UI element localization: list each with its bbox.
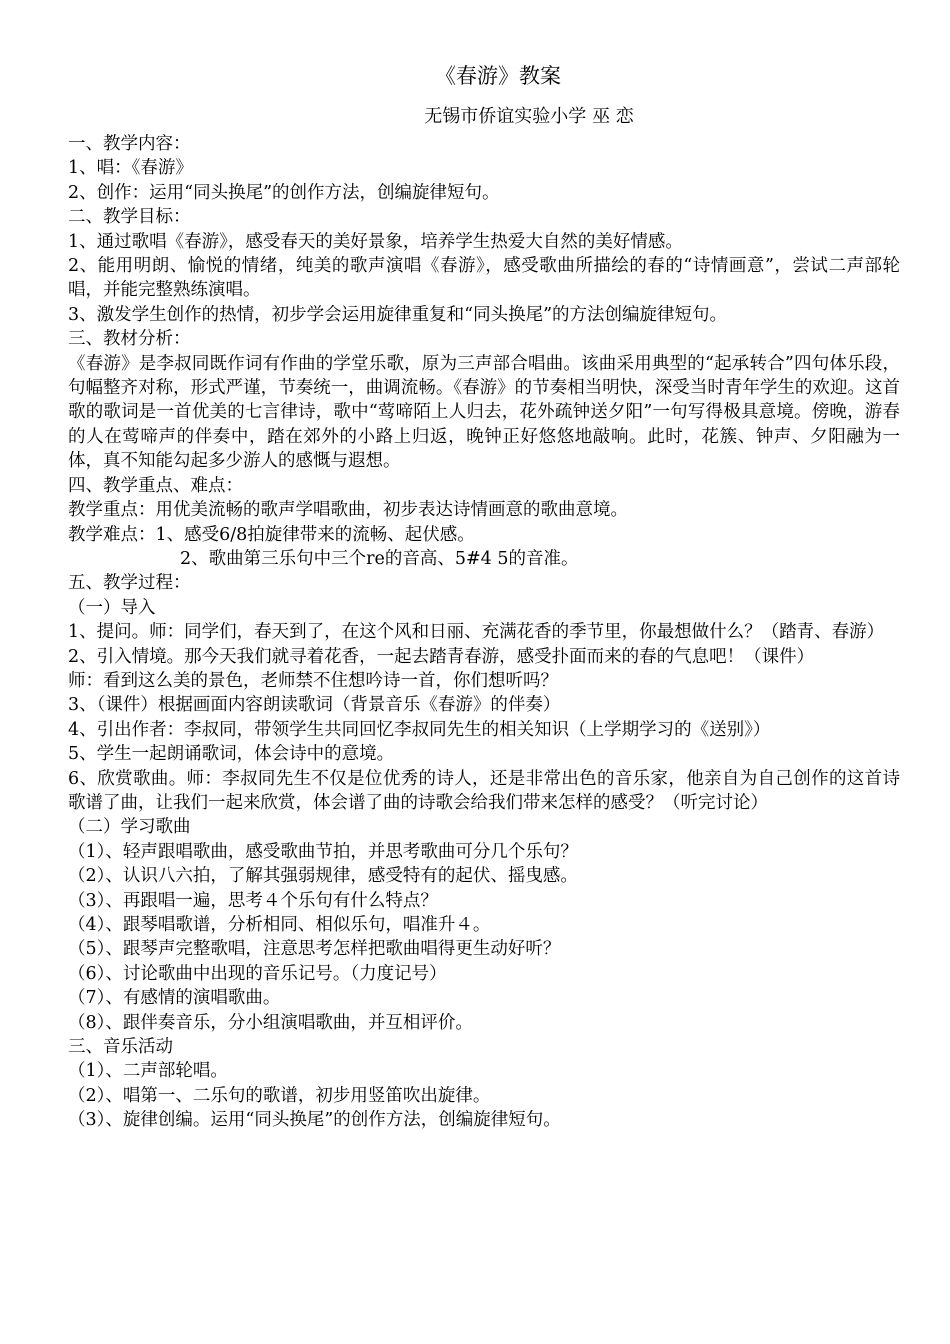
paragraph: 6、欣赏歌曲。师：李叔同先生不仅是位优秀的诗人，还是非常出色的音乐家，他亲自为自己创作的这首诗歌谱了曲，让我们一起来欣赏，体会谱了曲的诗歌会给我们带来怎样的感受？（听完讨论） <box>68 768 900 813</box>
section-heading: 三、音乐活动 <box>68 1037 173 1058</box>
paragraph: 2、创作：运用“同头换尾”的创作方法，创编旋律短句。 <box>68 182 500 203</box>
section-heading: 二、教学目标： <box>68 207 191 228</box>
paragraph: 2、能用明朗、愉悦的情绪，纯美的歌声演唱《春游》，感受歌曲所描绘的春的“诗情画意”，尝试二声部轮唱，并能完整熟练演唱。 <box>68 256 900 301</box>
paragraph: 1、唱：《春游》 <box>68 158 193 179</box>
paragraph: 教学难点：1、感受6/8拍旋律带来的流畅、起伏感。 <box>68 524 475 545</box>
paragraph: 3、激发学生创作的热情，初步学会运用旋律重复和“同头换尾”的方法创编旋律短句。 <box>68 304 728 325</box>
list-item: （8）、跟伴奏音乐，分小组演唱歌曲，并互相评价。 <box>68 1012 473 1033</box>
document-title: 《春游》教案 <box>435 64 561 88</box>
list-item: （1）、二声部轮唱。 <box>68 1061 228 1082</box>
section-heading: 四、教学重点、难点： <box>68 475 243 496</box>
list-item: （3）、再跟唱一遍，思考４个乐句有什么特点？ <box>68 890 438 911</box>
document-author: 无锡市侨谊实验小学 巫 恋 <box>424 106 634 127</box>
list-item: （7）、有感情的演唱歌曲。 <box>68 988 281 1009</box>
paragraph: 4、引出作者：李叔同，带领学生共同回忆李叔同先生的相关知识（上学期学习的《送别》） <box>68 719 771 740</box>
subsection-heading: （一）导入 <box>68 597 156 618</box>
section-heading: 五、教学过程： <box>68 573 191 594</box>
paragraph: 师：看到这么美的景色，老师禁不住想吟诗一首，你们想听吗？ <box>68 670 558 691</box>
list-item: （5）、跟琴声完整歌唱，注意思考怎样把歌曲唱得更生动好听？ <box>68 939 561 960</box>
list-item: （4）、跟琴唱歌谱，分析相同、相似乐句，唱准升４。 <box>68 915 491 935</box>
paragraph: 2、引入情境。那今天我们就寻着花香，一起去踏青春游，感受扑面而来的春的气息吧！（课件） <box>68 646 815 667</box>
list-item: （1）、轻声跟唱歌曲，感受歌曲节拍，并思考歌曲可分几个乐句？ <box>68 841 578 862</box>
list-item: （6）、讨论歌曲中出现的音乐记号。（力度记号） <box>68 963 447 984</box>
list-item: （2）、唱第一、二乐句的歌谱，初步用竖笛吹出旋律。 <box>68 1085 491 1106</box>
paragraph: 5、学生一起朗诵歌词，体会诗中的意境。 <box>68 744 395 765</box>
paragraph: 1、通过歌唱《春游》，感受春天的美好景象，培养学生热爱大自然的美好情感。 <box>68 231 683 252</box>
paragraph: 《春游》是李叔同既作词有作曲的学堂乐歌，原为三声部合唱曲。该曲采用典型的“起承转合”四句体乐段，句幅整齐对称，形式严谨，节奏统一，曲调流畅。《春游》的节奏相当明快，深受当时青年学生的欢迎。这首歌的歌词是一首优美的七言律诗，歌中“莺啼陌上人归去，花外疏钟送夕阳”一句写得极具意境。傍晚，游春的人在莺啼声的伴奏中，踏在郊外的小路上归返，晚钟正好悠悠地敲响。此时，花簇、钟声、夕阳融为一体，真不知能勾起多少游人的感慨与遐想。 <box>68 353 900 472</box>
paragraph: 教学重点：用优美流畅的歌声学唱歌曲，初步表达诗情画意的歌曲意境。 <box>68 500 628 521</box>
list-item: （3）、旋律创编。运用“同头换尾”的创作方法，创编旋律短句。 <box>68 1110 561 1131</box>
document-page <box>68 60 900 1133</box>
list-item: （2）、认识八六拍，了解其强弱规律，感受特有的起伏、摇曳感。 <box>68 866 578 887</box>
paragraph: 3、（课件）根据画面内容朗读歌词（背景音乐《春游》的伴奏） <box>68 695 561 716</box>
section-heading: 三、教材分析： <box>68 329 191 350</box>
paragraph: 2、歌曲第三乐句中三个re的音高、5#4 5的音准。 <box>180 548 579 569</box>
subsection-heading: （二）学习歌曲 <box>68 817 191 838</box>
paragraph: 1、提问。师：同学们，春天到了，在这个风和日丽、充满花香的季节里，你最想做什么？（踏青、春游） <box>68 622 885 643</box>
section-heading: 一、教学内容： <box>68 134 191 154</box>
